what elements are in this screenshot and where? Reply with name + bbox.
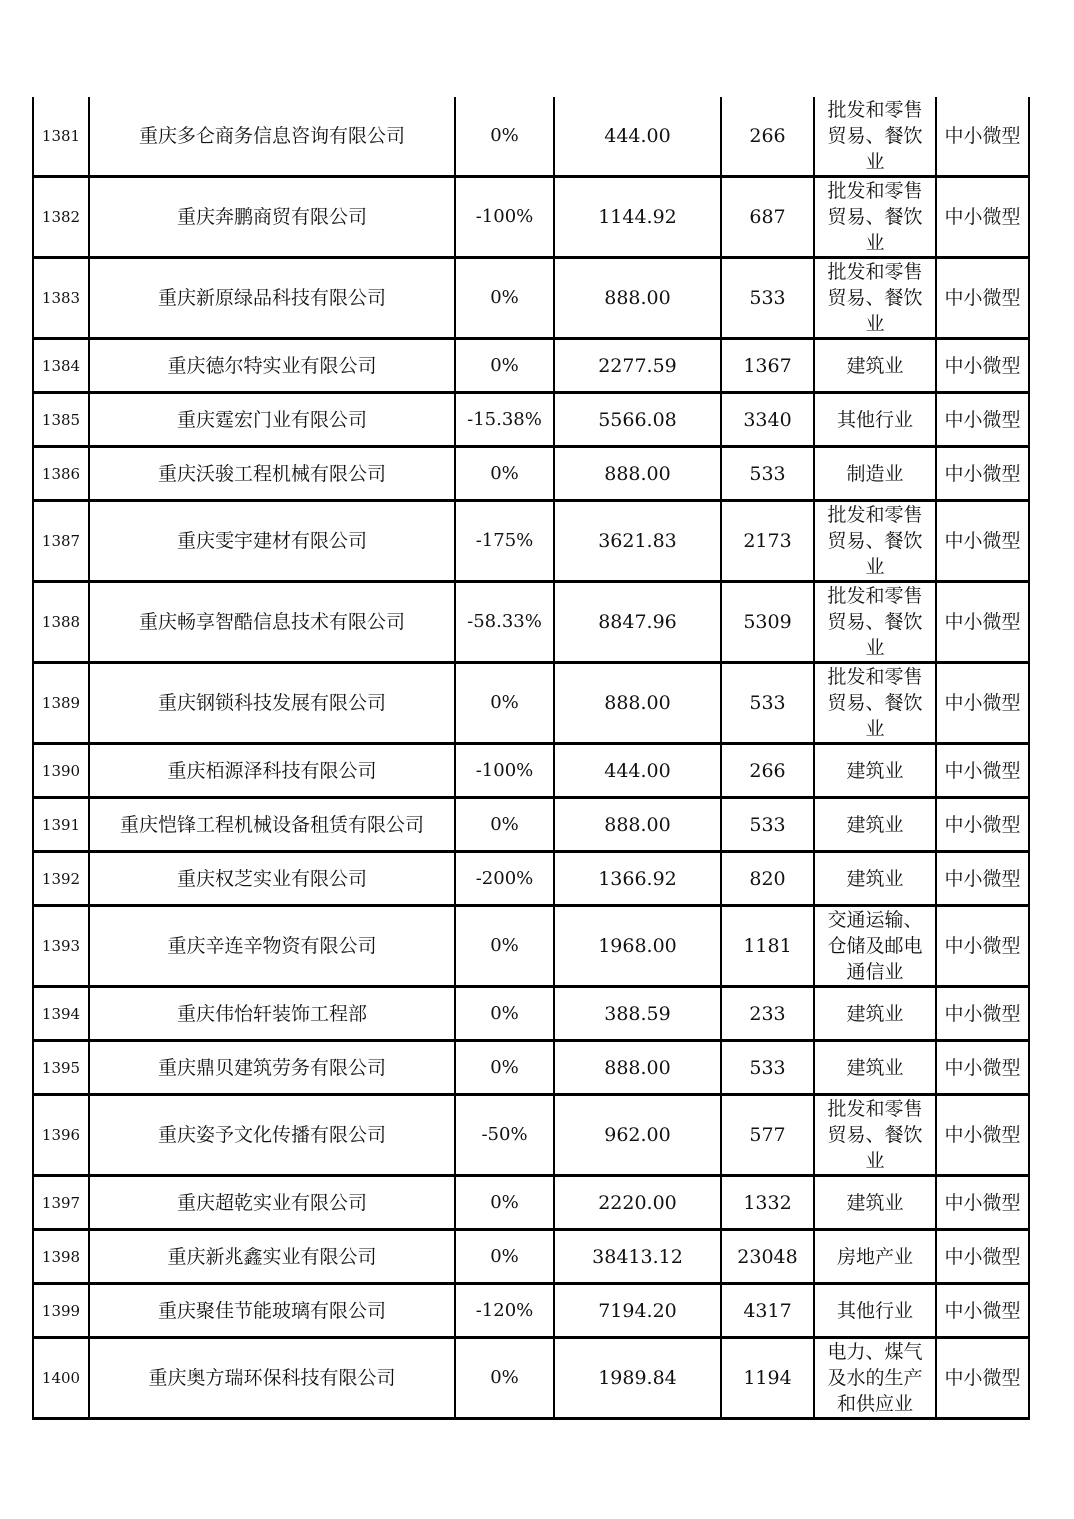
amount-value: 388.59: [554, 987, 721, 1041]
company-name: 重庆栢源泽科技有限公司: [89, 744, 455, 798]
row-number: 1385: [33, 393, 89, 447]
count-value: 687: [721, 177, 814, 258]
change-rate: -100%: [455, 744, 554, 798]
table-row: [33, 1338, 1029, 1419]
table-row: [33, 1041, 1029, 1095]
company-name: 重庆鼎贝建筑劳务有限公司: [89, 1041, 455, 1095]
table-row: [33, 258, 1029, 339]
industry-category: 建筑业: [814, 1041, 936, 1095]
change-rate: -58.33%: [455, 582, 554, 663]
amount-value: 1144.92: [554, 177, 721, 258]
table-row: [33, 177, 1029, 258]
count-value: 533: [721, 798, 814, 852]
change-rate: 0%: [455, 987, 554, 1041]
count-value: 233: [721, 987, 814, 1041]
change-rate: 0%: [455, 1176, 554, 1230]
company-name: 重庆奥方瑞环保科技有限公司: [89, 1338, 455, 1419]
row-number: 1387: [33, 501, 89, 582]
company-name: 重庆德尔特实业有限公司: [89, 339, 455, 393]
enterprise-type: 中小微型: [936, 339, 1029, 393]
company-name: 重庆新原绿品科技有限公司: [89, 258, 455, 339]
change-rate: -15.38%: [455, 393, 554, 447]
row-number: 1396: [33, 1095, 89, 1176]
row-number: 1389: [33, 663, 89, 744]
amount-value: 1968.00: [554, 906, 721, 987]
industry-category: 交通运输、仓储及邮电通信业: [814, 906, 936, 987]
count-value: 4317: [721, 1284, 814, 1338]
amount-value: 888.00: [554, 1041, 721, 1095]
row-number: 1386: [33, 447, 89, 501]
row-number: 1399: [33, 1284, 89, 1338]
enterprise-type: 中小微型: [936, 258, 1029, 339]
row-number: 1400: [33, 1338, 89, 1419]
company-name: 重庆姿予文化传播有限公司: [89, 1095, 455, 1176]
enterprise-type: 中小微型: [936, 798, 1029, 852]
company-name: 重庆钢锁科技发展有限公司: [89, 663, 455, 744]
company-name: 重庆雯宇建材有限公司: [89, 501, 455, 582]
amount-value: 2277.59: [554, 339, 721, 393]
industry-category: 建筑业: [814, 744, 936, 798]
count-value: 533: [721, 258, 814, 339]
table-row: [33, 1176, 1029, 1230]
enterprise-type: 中小微型: [936, 663, 1029, 744]
table-row: [33, 97, 1029, 177]
industry-category: 批发和零售贸易、餐饮业: [814, 663, 936, 744]
enterprise-type: 中小微型: [936, 852, 1029, 906]
table-row: [33, 852, 1029, 906]
row-number: 1383: [33, 258, 89, 339]
table-row: [33, 1230, 1029, 1284]
amount-value: 3621.83: [554, 501, 721, 582]
table-row: [33, 798, 1029, 852]
amount-value: 1366.92: [554, 852, 721, 906]
count-value: 23048: [721, 1230, 814, 1284]
enterprise-type: 中小微型: [936, 1095, 1029, 1176]
company-name: 重庆超乾实业有限公司: [89, 1176, 455, 1230]
industry-category: 建筑业: [814, 987, 936, 1041]
change-rate: -175%: [455, 501, 554, 582]
change-rate: -50%: [455, 1095, 554, 1176]
row-number: 1397: [33, 1176, 89, 1230]
table-row: [33, 987, 1029, 1041]
industry-category: 制造业: [814, 447, 936, 501]
table-row: [33, 906, 1029, 987]
change-rate: -200%: [455, 852, 554, 906]
enterprise-type: 中小微型: [936, 393, 1029, 447]
row-number: 1394: [33, 987, 89, 1041]
change-rate: 0%: [455, 97, 554, 177]
change-rate: 0%: [455, 258, 554, 339]
enterprise-type: 中小微型: [936, 97, 1029, 177]
change-rate: 0%: [455, 1041, 554, 1095]
company-name: 重庆权芝实业有限公司: [89, 852, 455, 906]
count-value: 1367: [721, 339, 814, 393]
enterprise-type: 中小微型: [936, 906, 1029, 987]
company-name: 重庆新兆鑫实业有限公司: [89, 1230, 455, 1284]
company-name: 重庆聚佳节能玻璃有限公司: [89, 1284, 455, 1338]
count-value: 577: [721, 1095, 814, 1176]
industry-category: 电力、煤气及水的生产和供应业: [814, 1338, 936, 1419]
enterprise-table: [32, 97, 1030, 1420]
industry-category: 建筑业: [814, 1176, 936, 1230]
count-value: 533: [721, 663, 814, 744]
change-rate: 0%: [455, 339, 554, 393]
table-row: [33, 501, 1029, 582]
industry-category: 批发和零售贸易、餐饮业: [814, 97, 936, 177]
count-value: 1332: [721, 1176, 814, 1230]
row-number: 1384: [33, 339, 89, 393]
enterprise-type: 中小微型: [936, 1230, 1029, 1284]
count-value: 2173: [721, 501, 814, 582]
row-number: 1393: [33, 906, 89, 987]
table-row: [33, 393, 1029, 447]
industry-category: 其他行业: [814, 393, 936, 447]
amount-value: 888.00: [554, 447, 721, 501]
industry-category: 批发和零售贸易、餐饮业: [814, 258, 936, 339]
change-rate: 0%: [455, 447, 554, 501]
count-value: 820: [721, 852, 814, 906]
count-value: 533: [721, 447, 814, 501]
industry-category: 建筑业: [814, 852, 936, 906]
industry-category: 建筑业: [814, 798, 936, 852]
row-number: 1395: [33, 1041, 89, 1095]
row-number: 1382: [33, 177, 89, 258]
company-name: 重庆霆宏门业有限公司: [89, 393, 455, 447]
company-name: 重庆辛连辛物资有限公司: [89, 906, 455, 987]
row-number: 1391: [33, 798, 89, 852]
row-number: 1390: [33, 744, 89, 798]
change-rate: -100%: [455, 177, 554, 258]
amount-value: 5566.08: [554, 393, 721, 447]
row-number: 1392: [33, 852, 89, 906]
enterprise-type: 中小微型: [936, 501, 1029, 582]
enterprise-type: 中小微型: [936, 1338, 1029, 1419]
table-row: [33, 582, 1029, 663]
enterprise-type: 中小微型: [936, 582, 1029, 663]
table-row: [33, 1095, 1029, 1176]
count-value: 3340: [721, 393, 814, 447]
table-row: [33, 447, 1029, 501]
industry-category: 批发和零售贸易、餐饮业: [814, 582, 936, 663]
table-row: [33, 744, 1029, 798]
table-body: [33, 97, 1029, 1419]
industry-category: 房地产业: [814, 1230, 936, 1284]
amount-value: 8847.96: [554, 582, 721, 663]
enterprise-type: 中小微型: [936, 1284, 1029, 1338]
company-name: 重庆多仑商务信息咨询有限公司: [89, 97, 455, 177]
count-value: 1181: [721, 906, 814, 987]
count-value: 266: [721, 97, 814, 177]
table-row: [33, 1284, 1029, 1338]
company-name: 重庆畅享智酷信息技术有限公司: [89, 582, 455, 663]
row-number: 1388: [33, 582, 89, 663]
change-rate: -120%: [455, 1284, 554, 1338]
industry-category: 其他行业: [814, 1284, 936, 1338]
amount-value: 1989.84: [554, 1338, 721, 1419]
count-value: 1194: [721, 1338, 814, 1419]
count-value: 266: [721, 744, 814, 798]
enterprise-type: 中小微型: [936, 744, 1029, 798]
amount-value: 7194.20: [554, 1284, 721, 1338]
industry-category: 批发和零售贸易、餐饮业: [814, 501, 936, 582]
change-rate: 0%: [455, 1230, 554, 1284]
enterprise-type: 中小微型: [936, 447, 1029, 501]
amount-value: 962.00: [554, 1095, 721, 1176]
company-name: 重庆恺锋工程机械设备租赁有限公司: [89, 798, 455, 852]
change-rate: 0%: [455, 1338, 554, 1419]
change-rate: 0%: [455, 798, 554, 852]
count-value: 5309: [721, 582, 814, 663]
enterprise-type: 中小微型: [936, 1176, 1029, 1230]
amount-value: 2220.00: [554, 1176, 721, 1230]
change-rate: 0%: [455, 663, 554, 744]
change-rate: 0%: [455, 906, 554, 987]
industry-category: 建筑业: [814, 339, 936, 393]
industry-category: 批发和零售贸易、餐饮业: [814, 177, 936, 258]
amount-value: 38413.12: [554, 1230, 721, 1284]
table-row: [33, 339, 1029, 393]
amount-value: 444.00: [554, 744, 721, 798]
enterprise-type: 中小微型: [936, 987, 1029, 1041]
enterprise-type: 中小微型: [936, 177, 1029, 258]
enterprise-type: 中小微型: [936, 1041, 1029, 1095]
count-value: 533: [721, 1041, 814, 1095]
amount-value: 888.00: [554, 798, 721, 852]
amount-value: 888.00: [554, 663, 721, 744]
amount-value: 888.00: [554, 258, 721, 339]
company-name: 重庆伟怡轩装饰工程部: [89, 987, 455, 1041]
table-row: [33, 663, 1029, 744]
company-name: 重庆奔鹏商贸有限公司: [89, 177, 455, 258]
amount-value: 444.00: [554, 97, 721, 177]
industry-category: 批发和零售贸易、餐饮业: [814, 1095, 936, 1176]
company-name: 重庆沃骏工程机械有限公司: [89, 447, 455, 501]
row-number: 1381: [33, 97, 89, 177]
row-number: 1398: [33, 1230, 89, 1284]
